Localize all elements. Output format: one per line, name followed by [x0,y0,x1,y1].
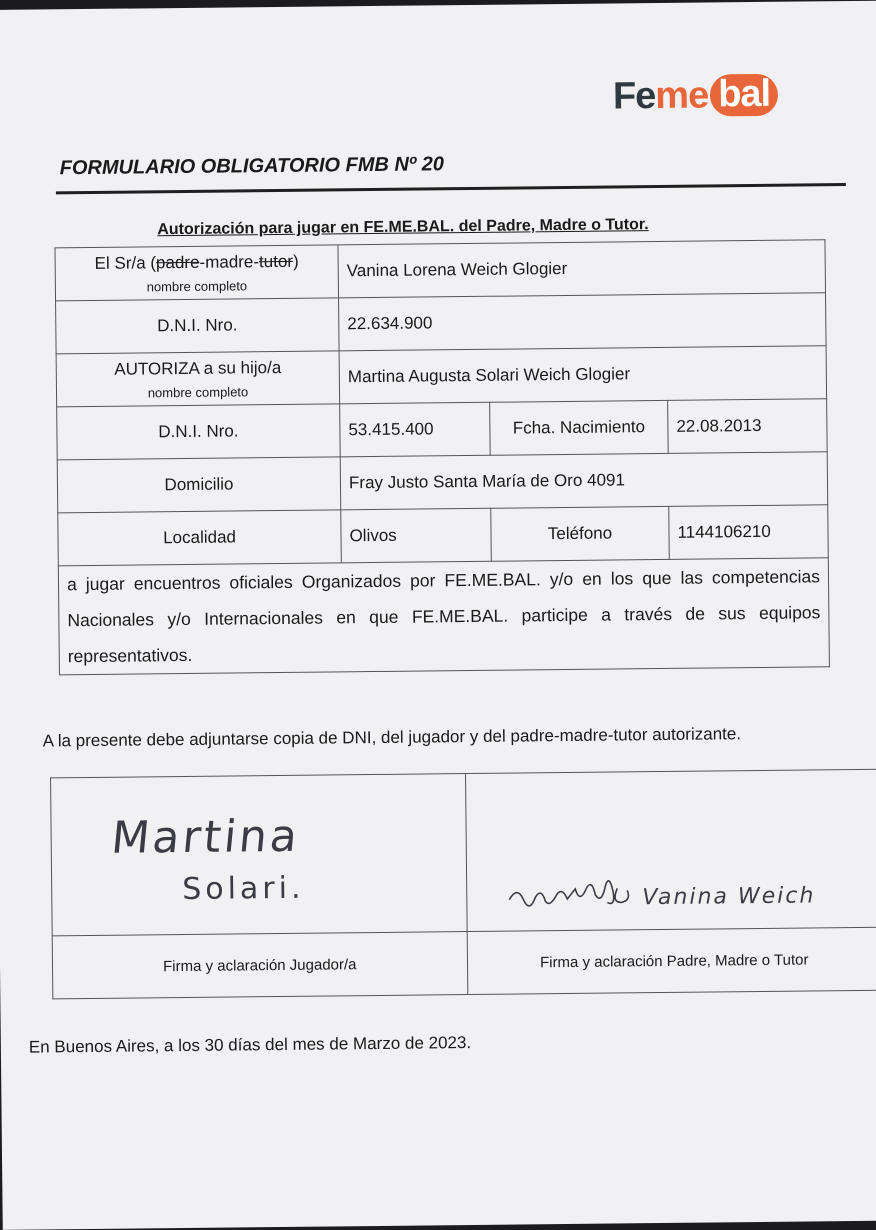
authorization-heading: Autorización para jugar en FE.ME.BAL. del Padre, Madre o Tutor. [157,216,649,239]
authorization-table [54,239,829,675]
authorization-text: a jugar encuentros oficiales Organizados por FE.ME.BAL. y/o en los que las competencias Nacionales y/o Internacionales en que FE.ME.BAL. participe a través de sus equipos representativos. [58,558,829,675]
address-label: Domicilio [57,457,341,513]
table-row [58,505,829,566]
parent-signature-image [507,874,876,918]
phone-label: Teléfono [491,506,670,561]
child-name-sublabel: nombre completo [147,383,249,400]
parent-name-sublabel: nombre completo [146,277,248,294]
parent-dni-value: 22.634.900 [339,293,827,351]
parent-signature-label: Firma y aclaración Padre, Madre o Tutor [467,927,876,994]
title-divider [56,183,846,194]
table-row [58,558,829,675]
table-row [52,927,876,999]
place-and-date: En Buenos Aires, a los 30 días del mes de Marzo de 2023. [28,1033,472,1057]
child-dni-label: D.N.I. Nro. [57,404,341,460]
player-handwriting-line2: Solari. [182,870,305,908]
player-handwriting-line1: Martina [109,810,303,864]
attachment-note: A la presente debe adjuntarse copia de DNI, del jugador y del padre-madre-tutor autorizante. [42,724,742,751]
table-row [57,399,828,460]
parent-dni-label: D.N.I. Nro. [56,298,340,354]
logo-part-fe: Fe [612,74,656,117]
table-row [55,240,826,301]
player-signature-label: Firma y aclaración Jugador/a [52,932,467,999]
struck-word: padre [155,252,200,272]
femebal-logo [613,72,779,120]
birth-date-label: Fcha. Nacimiento [490,400,669,455]
signature-table [50,769,876,1000]
struck-word: tutor [258,251,294,271]
form-paper [0,1,876,1230]
child-dni-value: 53.415.400 [340,402,491,457]
child-name-value: Martina Augusta Solari Weich Glogier [339,346,827,404]
form-title: FORMULARIO OBLIGATORIO FMB Nº 20 [59,153,445,180]
table-row [57,452,828,513]
parent-signature-box [465,769,876,931]
table-row [56,293,827,354]
parent-name-label: El Sr/a (padre-madre-tutor) nombre completo [55,245,339,301]
parent-name-value: Vanina Lorena Weich Glogier [338,240,826,298]
birth-date-value: 22.08.2013 [668,399,828,454]
child-name-label: AUTORIZA a su hijo/a nombre completo [56,351,340,407]
city-value: Olivos [341,508,492,563]
logo-part-me: me [655,73,709,117]
city-label: Localidad [58,510,342,566]
table-row [51,769,876,936]
address-value: Fray Justo Santa María de Oro 4091 [340,452,828,510]
player-signature-box [51,774,467,936]
parent-handwriting-text: Vanina Weich [641,883,816,911]
phone-value: 1144106210 [669,505,829,560]
table-row [56,346,827,407]
logo-part-bal: bal [710,74,778,117]
